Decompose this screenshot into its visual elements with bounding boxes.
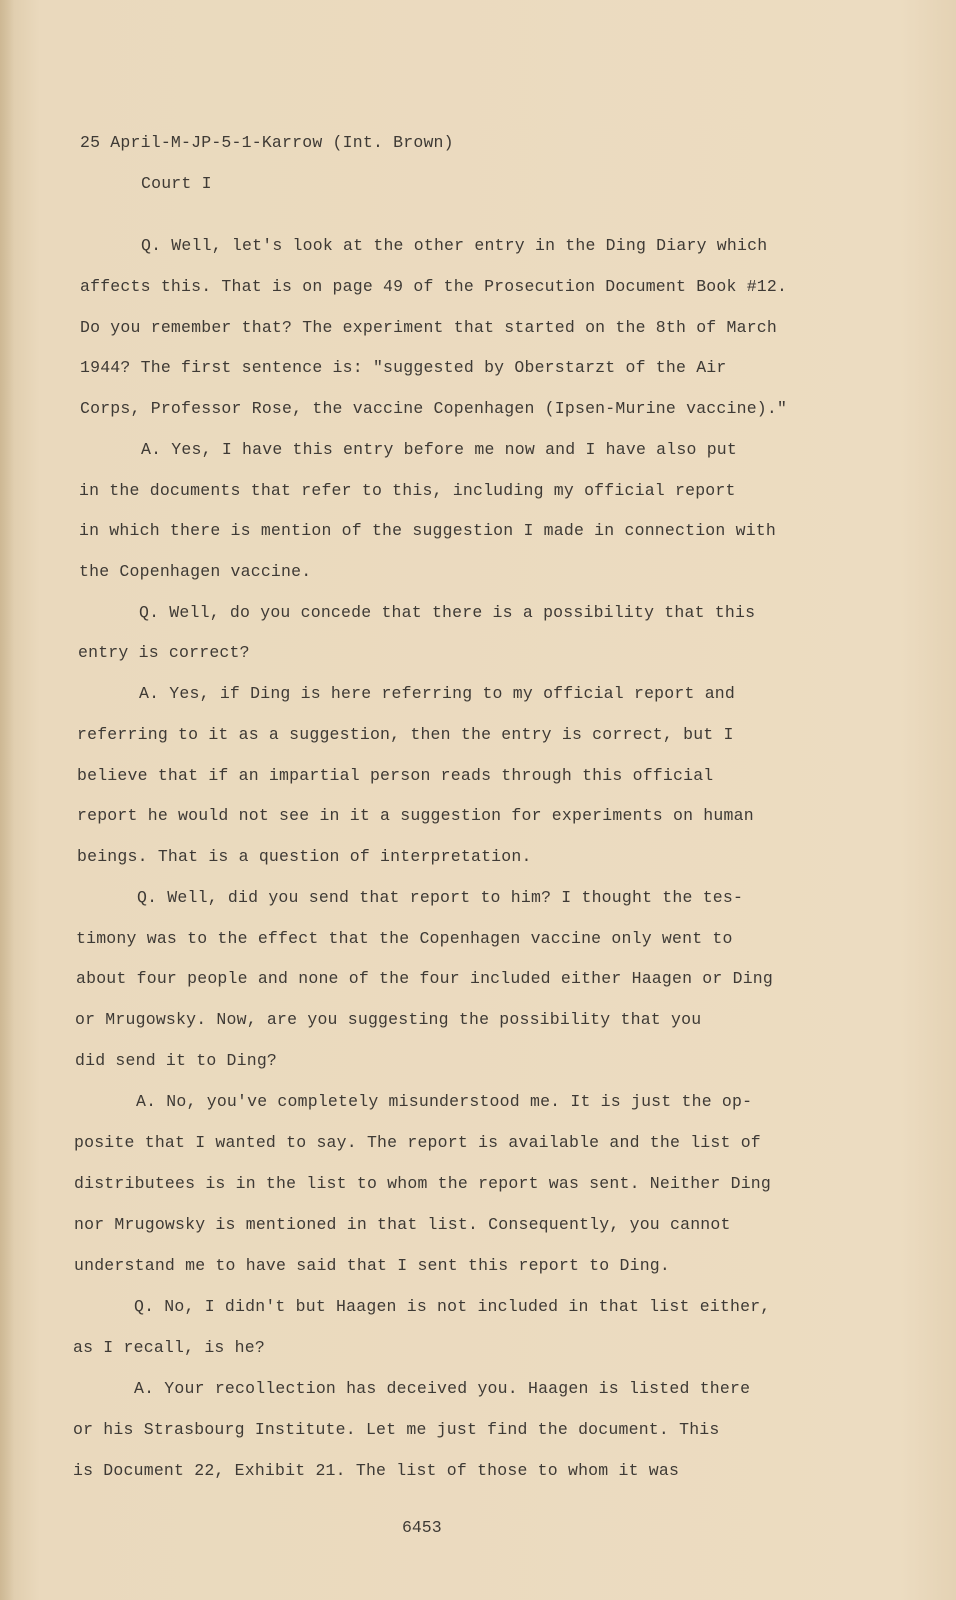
transcript-line: as I recall, is he? xyxy=(73,1338,265,1357)
transcript-line: Q. No, I didn't but Haagen is not included in that list either, xyxy=(134,1297,771,1316)
transcript-line: Q. Well, do you concede that there is a possibility that this xyxy=(139,603,756,622)
transcript-line: Q. Well, did you send that report to him? I thought the tes- xyxy=(137,888,744,907)
transcript-line: is Document 22, Exhibit 21. The list of those to whom it was xyxy=(73,1461,680,1480)
transcript-line: report he would not see in it a suggestion for experiments on human xyxy=(77,806,754,825)
transcript-line: or his Strasbourg Institute. Let me just find the document. This xyxy=(73,1420,720,1439)
transcript-line: in the documents that refer to this, including my official report xyxy=(79,481,736,500)
transcript-line: Q. Well, let's look at the other entry in the Ding Diary which xyxy=(141,236,768,255)
transcript-line: about four people and none of the four included either Haagen or Ding xyxy=(76,969,774,988)
transcript-line: entry is correct? xyxy=(78,643,250,662)
transcript-line: in which there is mention of the suggestion I made in connection with xyxy=(79,521,777,540)
transcript-line: understand me to have said that I sent this report to Ding. xyxy=(74,1256,670,1275)
transcript-line: Do you remember that? The experiment that started on the 8th of March xyxy=(80,318,778,337)
transcript-line: did send it to Ding? xyxy=(75,1051,278,1070)
transcript-line: beings. That is a question of interpretation. xyxy=(77,847,532,866)
transcript-line: A. Yes, I have this entry before me now and I have also put xyxy=(141,440,737,459)
page-edge xyxy=(0,0,14,1600)
transcript-line: 1944? The first sentence is: "suggested by Oberstarzt of the Air xyxy=(80,358,727,377)
transcript-line: A. Yes, if Ding is here referring to my official report and xyxy=(139,684,735,703)
transcript-line: Corps, Professor Rose, the vaccine Copenhagen (Ipsen-Murine vaccine)." xyxy=(80,399,788,418)
page-number: 6453 xyxy=(402,1518,442,1537)
transcript-line: distributees is in the list to whom the report was sent. Neither Ding xyxy=(74,1174,772,1193)
header-line: 25 April-M-JP-5-1-Karrow (Int. Brown) xyxy=(80,133,454,152)
transcript-line: referring to it as a suggestion, then the entry is correct, but I xyxy=(77,725,734,744)
transcript-line: affects this. That is on page 49 of the Prosecution Document Book #12. xyxy=(80,277,788,296)
transcript-line: timony was to the effect that the Copenhagen vaccine only went to xyxy=(76,929,733,948)
transcript-line: nor Mrugowsky is mentioned in that list. Consequently, you cannot xyxy=(74,1215,731,1234)
transcript-line: A. No, you've completely misunderstood me. It is just the op- xyxy=(136,1092,753,1111)
transcript-line: believe that if an impartial person reads through this official xyxy=(77,766,714,785)
transcript-line: the Copenhagen vaccine. xyxy=(79,562,312,581)
transcript-line: posite that I wanted to say. The report is available and the list of xyxy=(74,1133,761,1152)
transcript-line: or Mrugowsky. Now, are you suggesting the possibility that you xyxy=(75,1010,702,1029)
transcript-line: A. Your recollection has deceived you. Haagen is listed there xyxy=(134,1379,751,1398)
court-label: Court I xyxy=(141,174,212,193)
